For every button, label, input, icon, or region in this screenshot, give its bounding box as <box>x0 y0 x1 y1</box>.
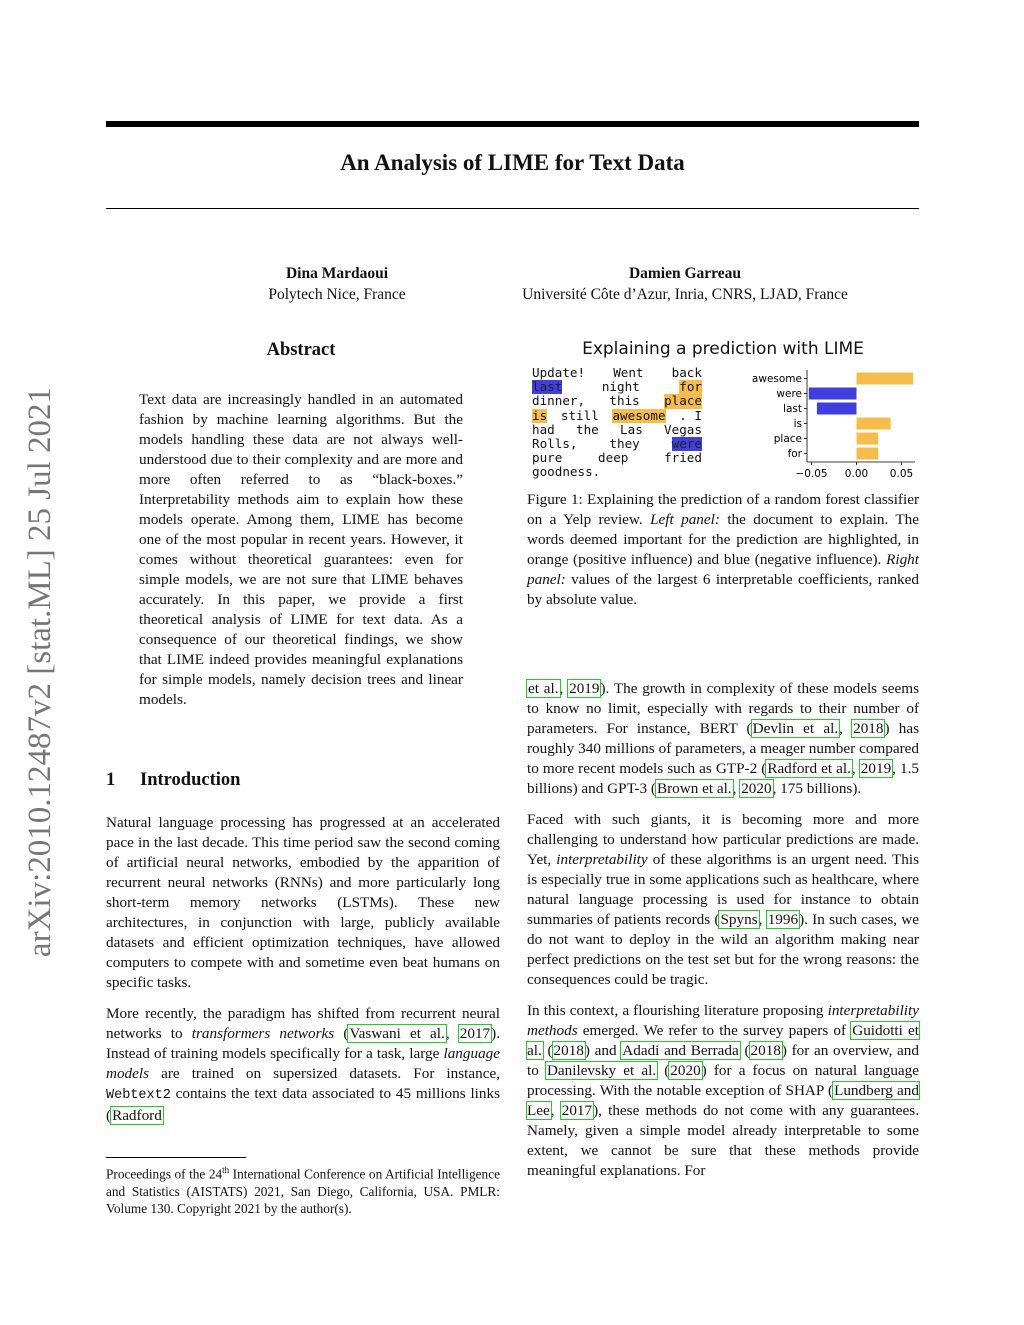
document-word: Went <box>613 365 644 380</box>
citation-link[interactable]: Brown et al. <box>656 780 732 797</box>
document-word: goodness. <box>532 464 601 480</box>
citation-year-link[interactable]: 2020 <box>670 1062 701 1079</box>
document-word: pure <box>532 450 563 466</box>
highlighted-word-positive: is <box>532 407 548 423</box>
x-tick-label: −0.05 <box>795 468 828 480</box>
document-word: had <box>532 421 555 437</box>
citation-year-link[interactable]: 2019 <box>569 680 600 697</box>
citation-link[interactable]: Vaswani et al. <box>349 1025 445 1042</box>
right-column <box>527 679 919 1192</box>
intro-paragraph-1: Natural language processing has progressed at an accelerated pace in the last decade. This time period saw the second coming of artificial neural networks, embodied by the apparition of recurrent neural networks (RNNs) and more particularly long short-term memory networks (LSTMs). These new architectures, in conjunction with large, publicly available datasets and efficient optimization techniques, have allowed computers to compete with and sometime even beat humans on specific tasks. <box>106 814 500 991</box>
citation-link[interactable]: Lundberg and Lee <box>527 1082 919 1119</box>
title-rule-bottom <box>106 208 919 209</box>
document-word: they <box>609 436 640 452</box>
figure-document-panel <box>532 366 702 480</box>
figure-caption: Figure 1: Explaining the prediction of a random forest classifier on a Yelp review. Left panel: the document to explain. The words deemed important for the prediction are highlighted, in orange (positive influence) and blue (negative influence). Right panel: values of the largest 6 interpretable coefficients, ranked by absolute value. <box>527 491 919 608</box>
left-column <box>106 813 500 1137</box>
highlighted-word-negative: were <box>671 436 702 452</box>
lime-coefficient-chart <box>735 366 920 484</box>
document-line <box>532 451 702 465</box>
intro-paragraph-4: Faced with such giants, it is becoming more and more challenging to understand how particular predictions are made. Yet, interpretability of these algorithms is an urgent need. This is especially true in some applications such as healthcare, where natural language processing is used for instance to obtain summaries of patients records (Spyns, 1996). In such cases, we do not want to deploy in the wild an algorithm making near perfect predictions on the test set but for the wrong reasons: the consequences could be tragic. <box>527 811 919 988</box>
intro-paragraph-5: In this context, a flourishing literature proposing interpretability methods emerged. We refer to the survey papers of Guidotti et al. (2018) and Adadi and Berrada (2018) for an overview, and to Danilevsky et al. (2020) for a focus on natural language processing. With the notable exception of SHAP (Lundberg and Lee, 2017), these methods do not come with any guarantees. Namely, given a simple model already interpretable to some extent, we cannot be sure that these methods provide meaningful explanations. For <box>527 1002 919 1179</box>
document-word: Rolls, <box>532 436 578 452</box>
bar-place <box>857 433 879 445</box>
bar-is <box>857 418 891 430</box>
y-tick-label: place <box>773 433 802 445</box>
citation-link[interactable]: Radford <box>112 1107 162 1124</box>
document-line <box>532 423 702 437</box>
inline-code: Webtext2 <box>106 1088 171 1103</box>
intro-paragraph-3: et al., 2019). The growth in complexity of these models seems to know no limit, especially with regards to their number of parameters. For instance, BERT (Devlin et al., 2018) has roughly 340 millions of parameters, a meager number compared to more recent models such as GTP-2 (Radford et al., 2019, 1.5 billions) and GPT-3 (Brown et al., 2020, 175 billions). <box>527 680 920 797</box>
arxiv-identifier[interactable]: arXiv:2010.12487v2 [stat.ML] 25 Jul 2021 <box>22 386 58 958</box>
document-word: this <box>609 393 640 409</box>
highlighted-word-positive: awesome <box>612 407 666 423</box>
footnote-rule <box>106 1157 246 1158</box>
citation-link[interactable]: Devlin et al. <box>752 720 839 737</box>
abstract-heading: Abstract <box>266 340 336 360</box>
document-word: deep <box>598 450 629 466</box>
document-word: Update! <box>532 365 586 380</box>
document-line <box>532 437 702 451</box>
author-1 <box>226 263 448 305</box>
citation-link[interactable]: Spyns <box>720 911 758 928</box>
document-word: night <box>601 379 640 395</box>
section-number: 1 <box>106 770 116 790</box>
citation-year-link[interactable]: 2019 <box>860 760 892 777</box>
document-word: fried <box>664 450 702 466</box>
x-tick-label: 0.05 <box>889 468 914 480</box>
section-heading <box>106 770 240 791</box>
author-name: Damien Garreau <box>628 265 742 282</box>
figure-title: Explaining a prediction with LIME <box>582 339 864 359</box>
citation-year-link[interactable]: 2018 <box>853 720 884 737</box>
title-rule-top <box>106 121 919 127</box>
document-word: the <box>576 421 599 437</box>
citation-year-link[interactable]: 2018 <box>750 1042 781 1059</box>
highlighted-word-negative: last <box>532 379 563 395</box>
citation-year-link[interactable]: 2018 <box>553 1042 584 1059</box>
bar-awesome <box>857 373 914 385</box>
citation-link[interactable]: Guidotti et al. <box>527 1022 919 1059</box>
y-tick-label: last <box>783 403 802 415</box>
footnote: Proceedings of the 24th International Conference on Artificial Intelligence and Statistics (AISTATS) 2021, San Diego, California, USA. PMLR: Volume 130. Copyright 2021 by the author(s). <box>106 1165 500 1217</box>
abstract-text: Text data are increasingly handled in an automated fashion by machine learning algorithms. But the models handling these data are not always well-understood due to their complexity and are more and more often referred to as “black-boxes.” Interpretability methods aim to explain how these models operate. Among them, LIME has become one of the most popular in recent years. However, it comes without theoretical guarantees: even for simple models, we are not sure that LIME behaves accurately. In this paper, we provide a first theoretical analysis of LIME for text data. As a consequence of our theoretical findings, we show that LIME indeed provides meaningful explanations for simple models, namely decision trees and linear models. <box>139 391 463 708</box>
highlighted-word-positive: place <box>664 393 702 409</box>
bar-for <box>857 448 879 460</box>
author-2 <box>480 263 890 305</box>
citation-link[interactable]: Adadi and Berrada <box>622 1042 739 1059</box>
author-affiliation: Université Côte d’Azur, Inria, CNRS, LJAD, France <box>522 286 848 303</box>
document-word: back <box>671 365 702 380</box>
bar-last <box>817 403 857 415</box>
document-line <box>532 409 702 423</box>
author-name: Dina Mardaoui <box>285 265 389 282</box>
y-tick-label: is <box>793 418 802 430</box>
citation-link[interactable]: Radford et al. <box>767 760 851 777</box>
document-word: . I <box>679 407 702 423</box>
intro-paragraph-2: More recently, the paradigm has shifted from recurrent neural networks to transformers networks (Vaswani et al., 2017). Instead of training models specifically for a task, large language models are trained on supersized datasets. For instance, Webtext2 contains the text data associated to 45 millions links (Radford <box>106 1005 500 1124</box>
document-line <box>532 366 702 380</box>
section-title: Introduction <box>140 770 241 790</box>
document-line <box>532 394 702 408</box>
document-word: dinner, <box>532 393 586 409</box>
author-affiliation: Polytech Nice, France <box>268 286 406 303</box>
highlighted-word-positive: for <box>679 379 702 395</box>
y-tick-label: were <box>776 388 802 400</box>
document-line <box>532 465 702 479</box>
document-word: Las <box>620 421 643 437</box>
y-tick-label: for <box>787 448 802 460</box>
citation-year-link[interactable]: 2020 <box>741 780 772 797</box>
citation-link[interactable]: et al. <box>528 680 559 697</box>
bar-were <box>809 388 857 400</box>
x-tick-label: 0.00 <box>844 468 869 480</box>
citation-year-link[interactable]: 1996 <box>767 911 799 928</box>
document-word: Vegas <box>664 421 702 437</box>
y-tick-label: awesome <box>751 373 802 385</box>
document-word: still <box>560 407 599 423</box>
paper-title: An Analysis of LIME for Text Data <box>340 150 685 175</box>
citation-year-link[interactable]: 2017 <box>561 1102 593 1119</box>
document-line <box>532 380 702 394</box>
citation-year-link[interactable]: 2017 <box>459 1025 491 1042</box>
citation-link[interactable]: Danilevsky et al. <box>546 1062 657 1079</box>
